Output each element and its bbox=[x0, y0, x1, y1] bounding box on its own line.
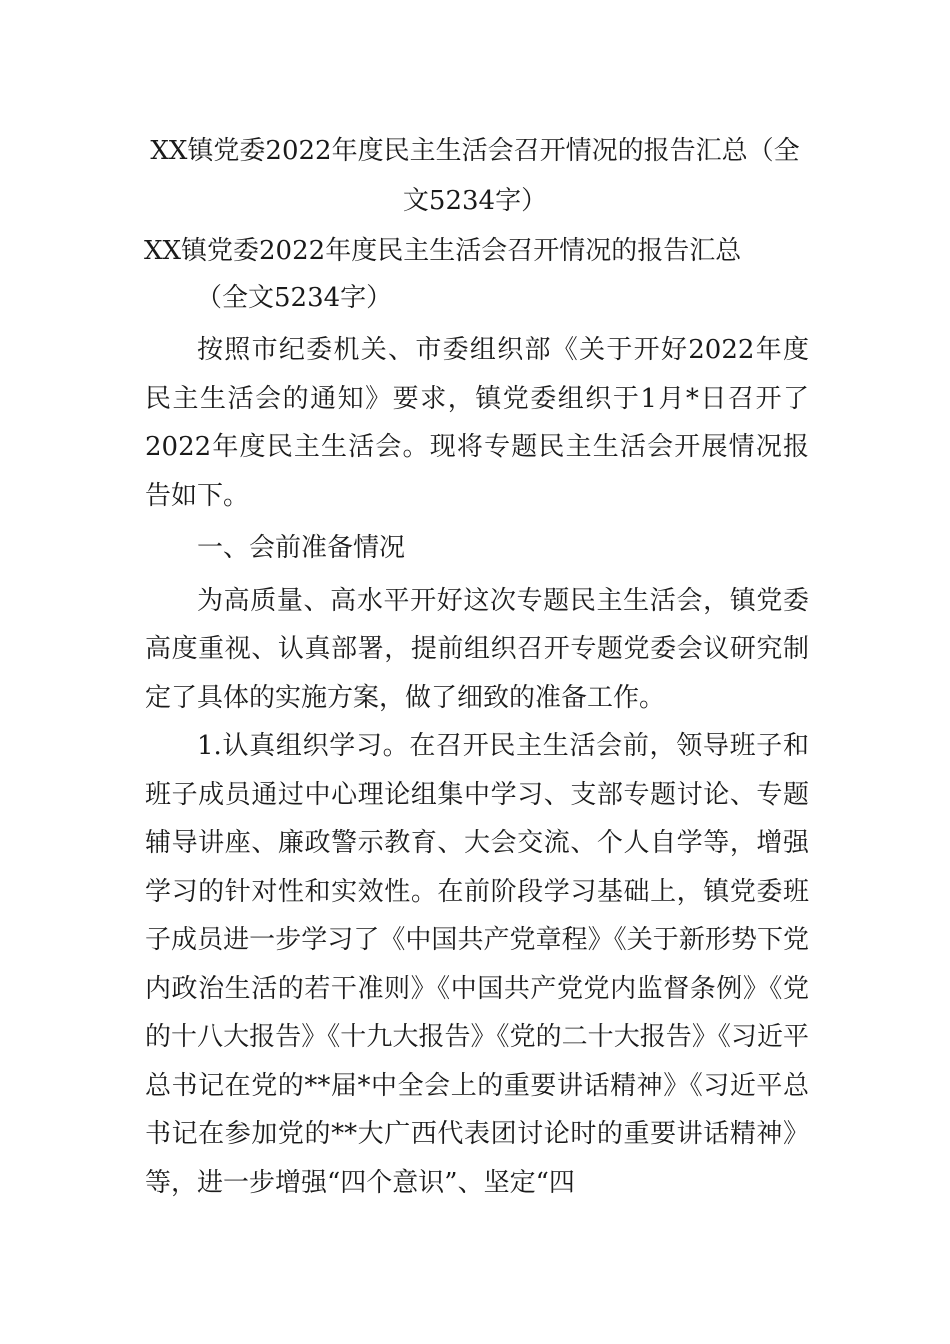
section-heading-preparation: 一、会前准备情况 bbox=[197, 533, 406, 563]
document-title: XX镇党委2022年度民主生活会召开情况的报告汇总（全文5234字） bbox=[150, 136, 800, 216]
document-body bbox=[145, 326, 809, 1207]
intro-paragraph: 按照市纪委机关、市委组织部《关于开好2022年度民主生活会的通知》要求，镇党委组织于1月*日召开了2022年度民主生活会。现将专题民主生活会开展情况报告如下。 bbox=[145, 335, 809, 511]
document-subtitle-wordcount: （全文5234字） bbox=[196, 283, 393, 313]
document-subtitle: XX镇党委2022年度民主生活会召开情况的报告汇总 bbox=[144, 236, 742, 266]
preparation-paragraph: 为高质量、高水平开好这次专题民主生活会，镇党委高度重视、认真部署，提前组织召开专题党委会议研究制定了具体的实施方案，做了细致的准备工作。 bbox=[145, 585, 809, 713]
study-paragraph: 1.认真组织学习。在召开民主生活会前，领导班子和班子成员通过中心理论组集中学习、支部专题讨论、专题辅导讲座、廉政警示教育、大会交流、个人自学等，增强学习的针对性和实效性。在前阶段学习基础上，镇党委班子成员进一步学习了《中国共产党章程》《关于新形势下党内政治生活的若干准则》《中国共产党党内监督条例》《党的十八大报告》《十九大报告》《党的二十大报告》《习近平总书记在党的**届*中全会上的重要讲话精神》《习近平总书记在参加党的**大广西代表团讨论时的重要讲话精神》等，进一步增强“四个意识”、坚定“四 bbox=[145, 731, 809, 1198]
